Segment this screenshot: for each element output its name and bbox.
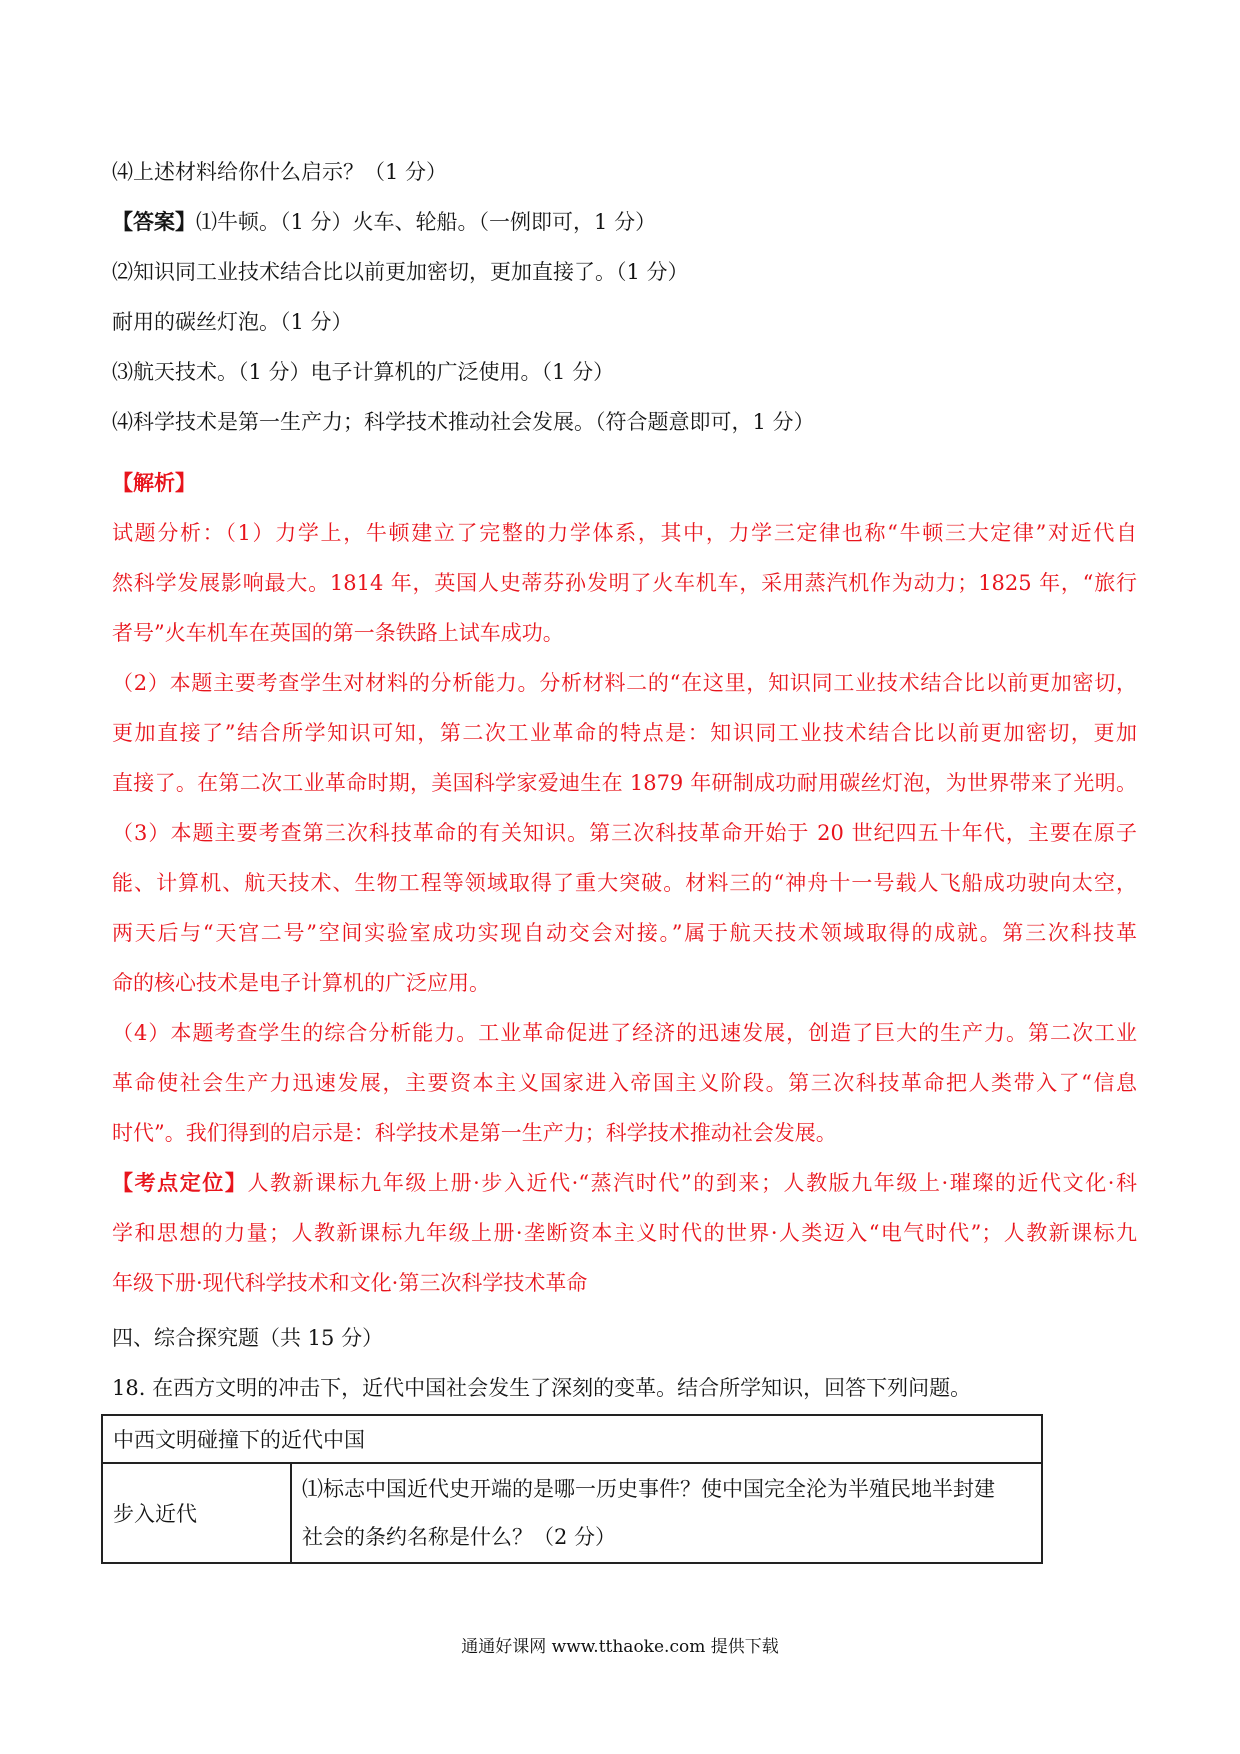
answer-line-3: 耐用的碳丝灯泡。（1 分） (112, 310, 353, 334)
analysis-line: （2）本题主要考查学生对材料的分析能力。分析材料二的“在这里，知识同工业技术结合比以前更加密切， (112, 671, 1137, 695)
question-4-line: ⑷上述材料给你什么启示？（1 分） (112, 160, 448, 184)
analysis-block (112, 458, 1137, 1308)
analysis-line: （3）本题主要考查第三次科技革命的有关知识。第三次科技革命开始于 20 世纪四五十年代，主要在原子 (112, 821, 1137, 845)
analysis-line: 革命使社会生产力迅速发展，主要资本主义国家进入帝国主义阶段。第三次科技革命把人类带入了“信息 (112, 1071, 1137, 1095)
analysis-line: 然科学发展影响最大。1814 年，英国人史蒂芬孙发明了火车机车，采用蒸汽机作为动力；1825 年，“旅行 (112, 571, 1137, 595)
answer-line-4: ⑶航天技术。（1 分）电子计算机的广泛使用。（1 分） (112, 360, 615, 384)
kaodian-line-1 (112, 1158, 1137, 1208)
kaodian-line: 年级下册·现代科学技术和文化·第三次科学技术革命 (112, 1271, 588, 1295)
row-label: 步入近代 (102, 1463, 291, 1563)
answer-text-1: ⑴牛顿。（1 分）火车、轮船。（一例即可，1 分） (196, 210, 657, 234)
answer-line-2: ⑵知识同工业技术结合比以前更加密切，更加直接了。（1 分） (112, 260, 689, 284)
analysis-line: 时代”。我们得到的启示是：科学技术是第一生产力；科学技术推动社会发展。 (112, 1121, 837, 1145)
kaodian-line: 学和思想的力量；人教新课标九年级上册·垄断资本主义时代的世界·人类迈入“电气时代”；人教新课标九 (112, 1221, 1137, 1245)
analysis-line: 直接了。在第二次工业革命时期，美国科学家爱迪生在 1879 年研制成功耐用碳丝灯泡，为世界带来了光明。 (112, 771, 1137, 795)
analysis-line: 更加直接了”结合所学知识可知，第二次工业革命的特点是：知识同工业技术结合比以前更加密切，更加 (112, 721, 1137, 745)
analysis-line: （4）本题考查学生的综合分析能力。工业革命促进了经济的迅速发展，创造了巨大的生产力。第二次工业 (112, 1021, 1137, 1045)
row-line: ⑴标志中国近代史开端的是哪一历史事件？使中国完全沦为半殖民地半封建 (302, 1477, 995, 1501)
kaodian-heading: 【考点定位】 (112, 1170, 248, 1195)
analysis-line: 试题分析：（1）力学上，牛顿建立了完整的力学体系，其中，力学三定律也称“牛顿三大定律”对近代自 (112, 521, 1137, 545)
answer-line-5: ⑷科学技术是第一生产力；科学技术推动社会发展。（符合题意即可，1 分） (112, 410, 815, 434)
analysis-heading: 【解析】 (112, 470, 196, 495)
question-table (101, 1414, 1043, 1564)
row-line: 社会的条约名称是什么？（2 分） (302, 1525, 617, 1549)
section-4 (112, 1313, 1137, 1413)
analysis-line: 两天后与“天宫二号”空间实验室成功实现自动交会对接。”属于航天技术领域取得的成就。第三次科技革 (112, 921, 1137, 945)
analysis-line: 能、计算机、航天技术、生物工程等领域取得了重大突破。材料三的“神舟十一号载人飞船成功驶向太空， (112, 871, 1137, 895)
row-content (291, 1463, 1042, 1563)
table-header: 中西文明碰撞下的近代中国 (102, 1415, 1042, 1463)
analysis-line: 命的核心技术是电子计算机的广泛应用。 (112, 971, 490, 995)
answer-line-1 (112, 197, 1137, 247)
answer-block (112, 147, 1137, 447)
page-footer: 通通好课网 www.tthaoke.com 提供下载 (461, 1637, 779, 1657)
analysis-line: 者号”火车机车在英国的第一条铁路上试车成功。 (112, 621, 564, 645)
question-18: 18. 在西方文明的冲击下，近代中国社会发生了深刻的变革。结合所学知识，回答下列问题。 (112, 1376, 972, 1400)
answer-label: 【答案】 (112, 209, 196, 234)
section-title: 四、综合探究题（共 15 分） (112, 1326, 384, 1350)
kaodian-text: 人教新课标九年级上册·步入近代·“蒸汽时代”的到来；人教版九年级上·璀璨的近代文化·科 (247, 1171, 1137, 1195)
